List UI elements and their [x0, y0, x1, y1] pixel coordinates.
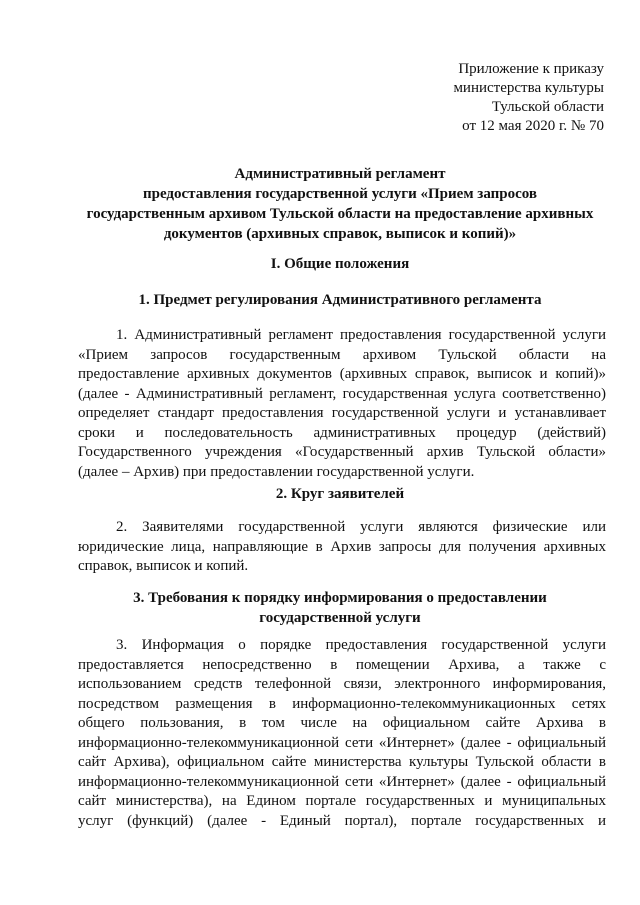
- subsection-heading-text: государственной услуги: [259, 610, 421, 626]
- paragraph-line: 2. Заявителями государственной услуги являются физические или: [116, 519, 606, 535]
- subsection-heading-text: 3. Требования к порядку информирования о предоставлении: [133, 590, 547, 606]
- subsection-heading-informing: [60, 588, 620, 628]
- subsection-heading-text: 2. Круг заявителей: [275, 486, 405, 502]
- paragraph-line: справок, выписок и копий.: [78, 558, 249, 574]
- paragraph-line: предоставляется непосредственно в помещении Архива, а также с: [78, 656, 606, 673]
- paragraph-line: сайт Архива), официальном сайте министерства культуры Тульской области в: [78, 754, 606, 770]
- paragraph-informing: [78, 636, 606, 831]
- paragraph-line: предоставление архивных документов (архивных справок, выписок и копий)»: [78, 366, 606, 382]
- paragraph-line: юридические лица, направляющие в Архив запросы для получения архивных: [78, 538, 606, 555]
- appendix-line: Приложение к приказу: [458, 61, 604, 77]
- appendix-line: Тульской области: [491, 99, 604, 115]
- section-heading-general: [60, 254, 620, 274]
- paragraph-line: (далее - Административный регламент, государственная услуга соответственно): [78, 385, 606, 402]
- title-line: предоставления государственной услуги «Прием запросов: [142, 186, 537, 202]
- paragraph-line: 1. Административный регламент предоставления государственной услуги: [116, 327, 606, 343]
- paragraph-line: посредством размещения в информационно-телекоммуникационных сетях: [78, 695, 606, 712]
- appendix-line: от 12 мая 2020 г. № 70: [462, 118, 604, 134]
- paragraph-line: определяет стандарт предоставления государственной услуги и устанавливает: [78, 405, 606, 421]
- appendix-line: министерства культуры: [453, 80, 604, 96]
- paragraph-line: использованием средств телефонной связи, электронного информирования,: [78, 676, 606, 692]
- document-title: [60, 164, 620, 244]
- paragraph-applicants: [78, 518, 606, 577]
- paragraph-line: информационно-телекоммуникационной сети «Интернет» (далее - официальный: [78, 773, 606, 790]
- section-heading-text: I. Общие положения: [270, 256, 410, 272]
- paragraph-line: услуг (функций) (далее - Единый портал), портале государственных и: [78, 812, 606, 829]
- title-line: государственным архивом Тульской области на предоставление архивных: [86, 206, 594, 222]
- subsection-heading-text: 1. Предмет регулирования Административного регламента: [138, 292, 542, 308]
- title-line: Административный регламент: [234, 166, 446, 182]
- title-line: документов (архивных справок, выписок и копий)»: [163, 226, 517, 242]
- paragraph-line: «Прием запросов государственным архивом Тульской области на: [78, 346, 606, 363]
- paragraph-line: Государственного учреждения «Государственный архив Тульской области»: [78, 444, 606, 460]
- appendix-note: [453, 60, 604, 136]
- paragraph-line: сроки и последовательность административных процедур (действий): [78, 424, 606, 441]
- subsection-heading-subject: [60, 290, 620, 310]
- paragraph-line: информационно-телекоммуникационной сети «Интернет» (далее - официальный: [78, 734, 606, 751]
- paragraph-subject: [78, 326, 606, 482]
- paragraph-line: 3. Информация о порядке предоставления государственной услуги: [116, 637, 606, 653]
- paragraph-line: общего пользования, в том числе на официальном сайте Архива в: [78, 715, 606, 731]
- paragraph-line: сайт министерства), на Едином портале государственных и муниципальных: [78, 793, 606, 809]
- paragraph-line: (далее – Архив) при предоставлении государственной услуги.: [78, 463, 475, 480]
- subsection-heading-applicants: [60, 484, 620, 504]
